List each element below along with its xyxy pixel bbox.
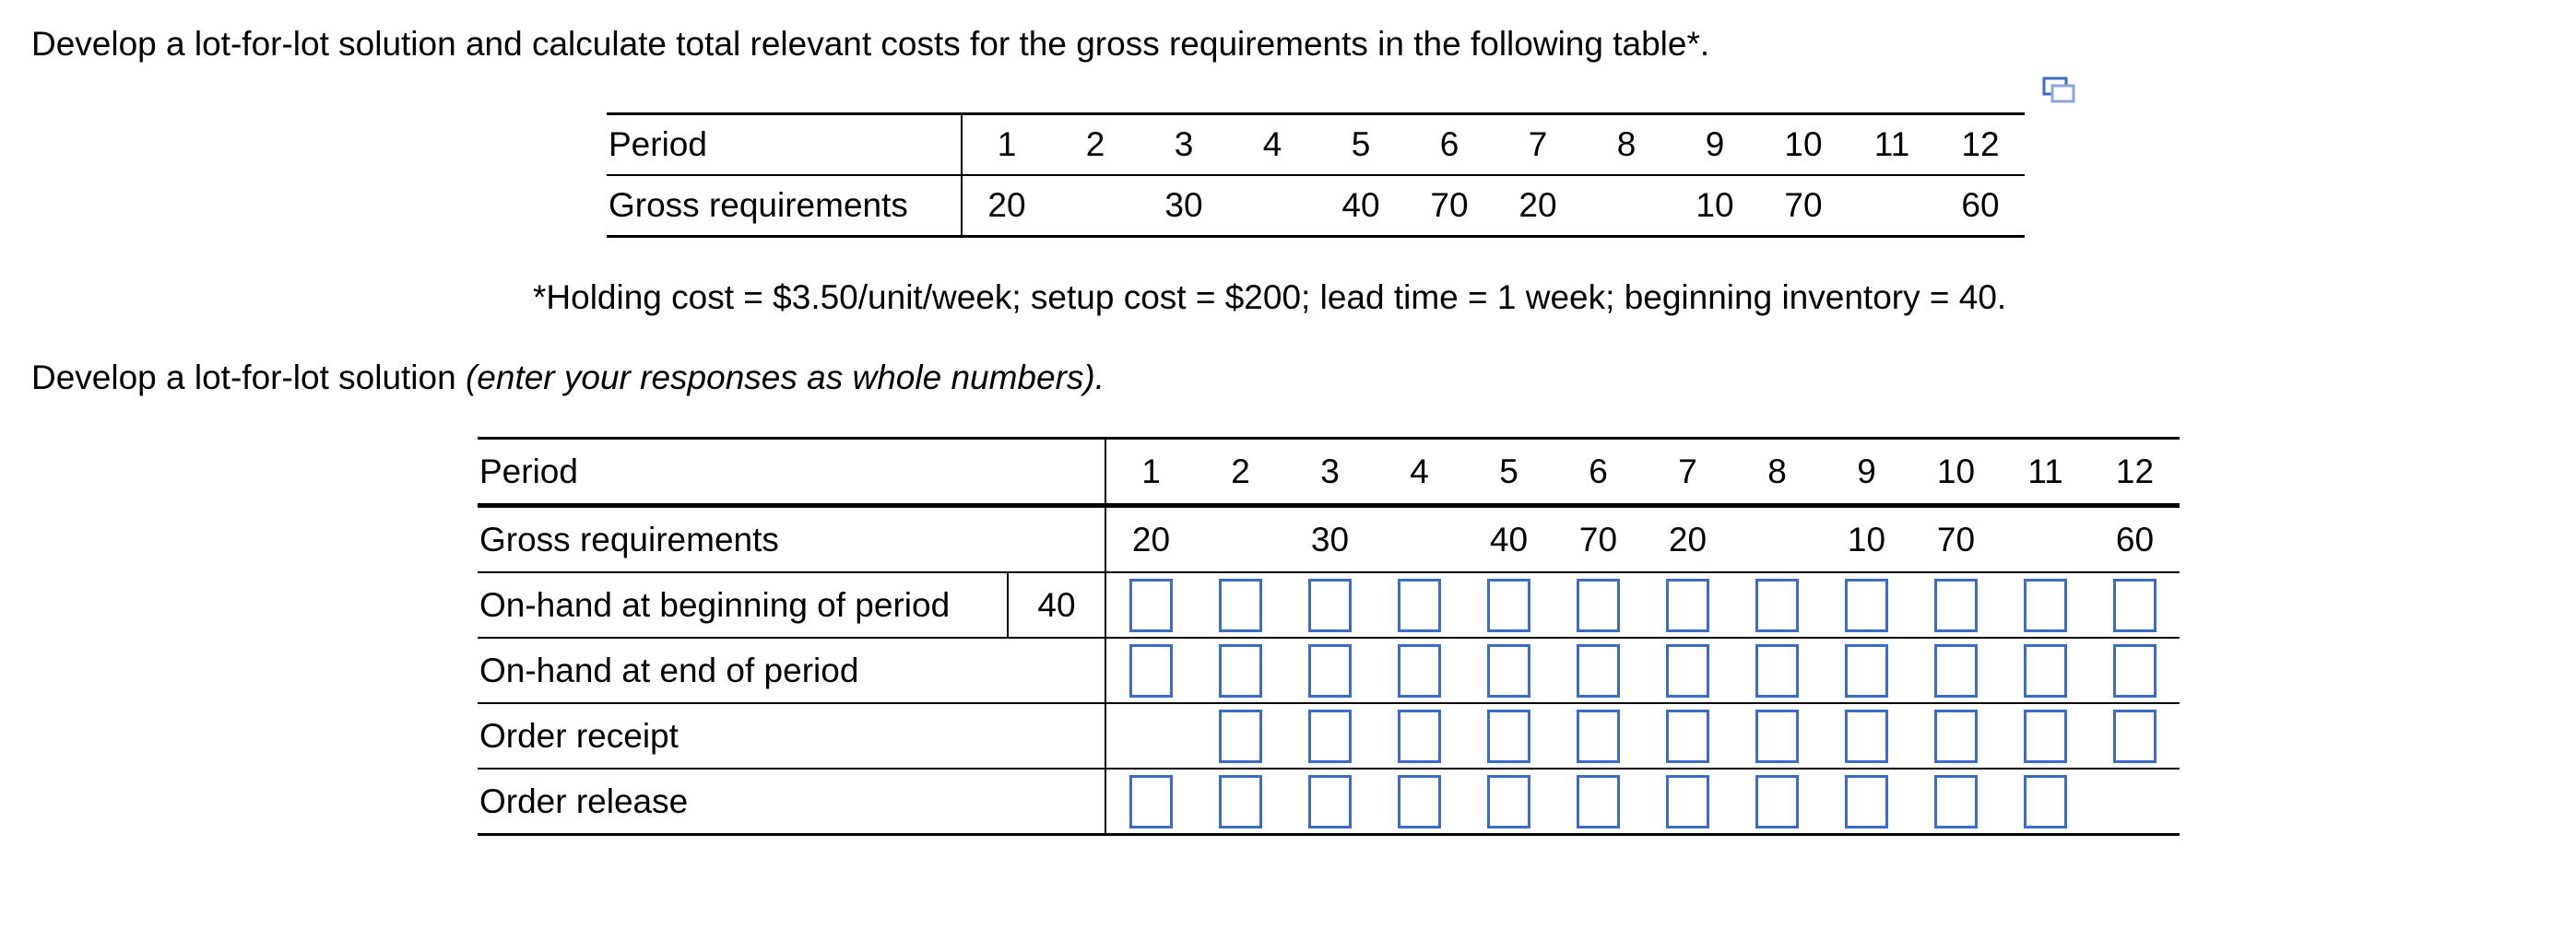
- onhand-end-input[interactable]: [1845, 644, 1888, 698]
- period-label: Period: [607, 114, 962, 176]
- onhand-begin-input[interactable]: [1398, 579, 1441, 632]
- onhand-end-label: On-hand at end of period: [478, 638, 1105, 703]
- onhand-end-input[interactable]: [2113, 644, 2157, 698]
- gross-cell: 40: [1341, 186, 1380, 224]
- gross-cell: [1375, 506, 1464, 573]
- period-cell: 1: [1105, 439, 1196, 506]
- period-cell: 2: [1051, 114, 1140, 176]
- onhand-end-row: [478, 638, 2180, 703]
- gross-requirements-table: [607, 112, 2025, 238]
- period-cell: 1: [962, 114, 1051, 176]
- gross-cell: 20: [1518, 186, 1557, 224]
- lot-for-lot-table: [478, 437, 2180, 836]
- empty-cell: [1105, 703, 1196, 769]
- gross-cell: 20: [987, 186, 1026, 224]
- order-receipt-input[interactable]: [1845, 710, 1888, 763]
- gross-cell: 20: [1643, 506, 1732, 573]
- period-cell: 11: [1848, 114, 1936, 176]
- onhand-begin-input[interactable]: [1755, 579, 1799, 632]
- order-receipt-input[interactable]: [1308, 710, 1352, 763]
- onhand-begin-input[interactable]: [1129, 579, 1173, 632]
- gross-cell: [1582, 175, 1671, 237]
- order-receipt-input[interactable]: [1577, 710, 1620, 763]
- onhand-end-input[interactable]: [1219, 644, 1262, 698]
- onhand-end-input[interactable]: [1129, 644, 1173, 698]
- period-row: [478, 439, 2180, 506]
- gross-requirements-row: [607, 175, 2025, 237]
- order-release-row: [478, 769, 2180, 835]
- period-cell: 4: [1228, 114, 1317, 176]
- onhand-begin-input[interactable]: [1308, 579, 1352, 632]
- gross-cell: 40: [1464, 506, 1554, 573]
- onhand-begin-input[interactable]: [1666, 579, 1709, 632]
- order-receipt-input[interactable]: [2113, 710, 2157, 763]
- onhand-begin-row: [478, 572, 2180, 638]
- period-cell: 2: [1196, 439, 1285, 506]
- gross-cell: 10: [1822, 506, 1911, 573]
- question-title: Develop a lot-for-lot solution and calculate total relevant costs for the gross requirements in the following table*.: [31, 25, 1710, 63]
- order-release-input[interactable]: [2024, 775, 2067, 828]
- gross-cell: 70: [1911, 506, 2001, 573]
- gross-cell: 70: [1430, 186, 1469, 224]
- gross-requirements-row: [478, 506, 2180, 573]
- onhand-end-input[interactable]: [1308, 644, 1352, 698]
- period-cell: 6: [1405, 114, 1494, 176]
- order-receipt-input[interactable]: [1487, 710, 1530, 763]
- period-cell: 3: [1140, 114, 1228, 176]
- period-cell: 3: [1285, 439, 1375, 506]
- gross-cell: 70: [1784, 186, 1823, 224]
- onhand-end-input[interactable]: [1755, 644, 1799, 698]
- gross-cell: [1228, 175, 1317, 237]
- period-cell: 11: [2001, 439, 2090, 506]
- gross-cell: 20: [1105, 506, 1196, 573]
- gross-cell: [1848, 175, 1936, 237]
- order-release-input[interactable]: [1934, 775, 1978, 828]
- order-release-input[interactable]: [1577, 775, 1620, 828]
- order-release-input[interactable]: [1755, 775, 1799, 828]
- gross-cell: 30: [1285, 506, 1375, 573]
- onhand-end-input[interactable]: [1398, 644, 1441, 698]
- period-cell: 5: [1317, 114, 1405, 176]
- order-release-input[interactable]: [1219, 775, 1262, 828]
- onhand-end-input[interactable]: [1577, 644, 1620, 698]
- onhand-begin-label: On-hand at beginning of period: [478, 572, 1008, 638]
- order-release-input[interactable]: [1398, 775, 1441, 828]
- gross-cell: [1051, 175, 1140, 237]
- gross-requirements-label: Gross requirements: [607, 175, 962, 237]
- expand-table-icon[interactable]: [2042, 76, 2075, 104]
- period-cell: 7: [1494, 114, 1582, 176]
- onhand-begin-input[interactable]: [1934, 579, 1978, 632]
- period-cell: 12: [2090, 439, 2180, 506]
- period-label: Period: [478, 439, 1105, 506]
- instruction: [31, 360, 1105, 394]
- period-cell: 9: [1671, 114, 1759, 176]
- gross-cell: 60: [1961, 186, 2000, 224]
- gross-cell: [1196, 506, 1285, 573]
- onhand-end-input[interactable]: [1934, 644, 1978, 698]
- cost-footnote: *Holding cost = $3.50/unit/week; setup cost = $200; lead time = 1 week; beginning inventory = 40.: [533, 278, 2007, 316]
- period-cell: 10: [1911, 439, 2001, 506]
- onhand-end-input[interactable]: [1666, 644, 1709, 698]
- order-receipt-label: Order receipt: [478, 703, 1105, 769]
- gross-cell: 70: [1554, 506, 1643, 573]
- period-row: [607, 114, 2025, 176]
- onhand-begin-input[interactable]: [1845, 579, 1888, 632]
- order-receipt-input[interactable]: [1219, 710, 1262, 763]
- order-receipt-input[interactable]: [2024, 710, 2067, 763]
- period-cell: 5: [1464, 439, 1554, 506]
- empty-cell: [2090, 769, 2180, 835]
- period-cell: 10: [1759, 114, 1848, 176]
- onhand-end-input[interactable]: [1487, 644, 1530, 698]
- period-cell: 6: [1554, 439, 1643, 506]
- onhand-begin-input[interactable]: [1577, 579, 1620, 632]
- gross-cell: 60: [2090, 506, 2180, 573]
- onhand-begin-input[interactable]: [1487, 579, 1530, 632]
- order-receipt-row: [478, 703, 2180, 769]
- period-cell: 7: [1643, 439, 1732, 506]
- beginning-inventory-value: 40: [1008, 572, 1105, 638]
- onhand-begin-input[interactable]: [2113, 579, 2157, 632]
- gross-requirements-label: Gross requirements: [478, 506, 1105, 573]
- gross-cell: [2001, 506, 2090, 573]
- order-release-label: Order release: [478, 769, 1105, 835]
- order-release-input[interactable]: [1845, 775, 1888, 828]
- gross-cell: [1732, 506, 1822, 573]
- onhand-begin-input[interactable]: [1219, 579, 1262, 632]
- onhand-end-input[interactable]: [2024, 644, 2067, 698]
- instruction-note: (enter your responses as whole numbers).: [465, 358, 1105, 396]
- order-receipt-input[interactable]: [1755, 710, 1799, 763]
- order-release-input[interactable]: [1308, 775, 1352, 828]
- instruction-text: Develop a lot-for-lot solution: [31, 358, 456, 396]
- order-receipt-input[interactable]: [1666, 710, 1709, 763]
- order-release-input[interactable]: [1129, 775, 1173, 828]
- onhand-begin-input[interactable]: [2024, 579, 2067, 632]
- period-cell: 8: [1732, 439, 1822, 506]
- order-release-input[interactable]: [1666, 775, 1709, 828]
- order-receipt-input[interactable]: [1398, 710, 1441, 763]
- gross-cell: 10: [1696, 186, 1734, 224]
- period-cell: 9: [1822, 439, 1911, 506]
- period-cell: 12: [1936, 114, 2025, 176]
- gross-cell: 30: [1164, 186, 1203, 224]
- period-cell: 4: [1375, 439, 1464, 506]
- order-release-input[interactable]: [1487, 775, 1530, 828]
- period-cell: 8: [1582, 114, 1671, 176]
- order-receipt-input[interactable]: [1934, 710, 1978, 763]
